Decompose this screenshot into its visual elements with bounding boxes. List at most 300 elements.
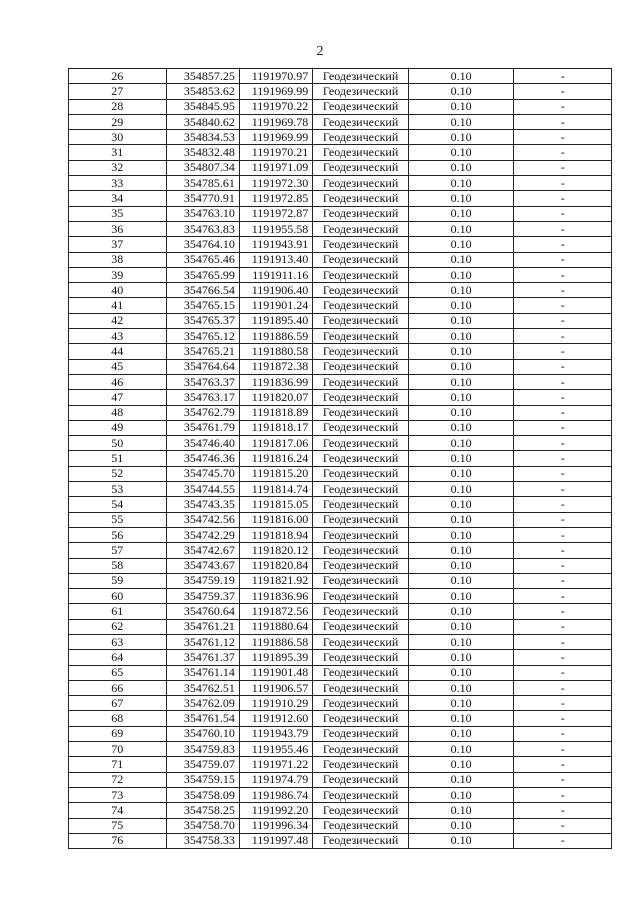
description-cell: -: [514, 359, 612, 374]
point-number-cell: 37: [69, 237, 167, 252]
point-number-cell: 34: [69, 191, 167, 206]
point-number-cell: 61: [69, 604, 167, 619]
page-number: 2: [316, 44, 324, 59]
x-coordinate-cell: 354746.40: [166, 436, 239, 451]
table-row: [69, 374, 612, 389]
y-coordinate-cell: 1191910.29: [239, 696, 312, 711]
x-coordinate-cell: 354761.12: [166, 634, 239, 649]
y-coordinate-cell: 1191820.12: [239, 543, 312, 558]
y-coordinate-cell: 1191818.94: [239, 527, 312, 542]
x-coordinate-cell: 354761.79: [166, 420, 239, 435]
method-cell: Геодезический: [313, 543, 409, 558]
table-row: [69, 390, 612, 405]
y-coordinate-cell: 1191970.21: [239, 145, 312, 160]
y-coordinate-cell: 1191970.97: [239, 69, 312, 84]
description-cell: -: [514, 665, 612, 680]
point-number-cell: 58: [69, 558, 167, 573]
table-row: [69, 696, 612, 711]
x-coordinate-cell: 354807.34: [166, 160, 239, 175]
y-coordinate-cell: 1191970.22: [239, 99, 312, 114]
precision-cell: 0.10: [408, 374, 514, 389]
table-row: [69, 833, 612, 848]
x-coordinate-cell: 354746.36: [166, 451, 239, 466]
method-cell: Геодезический: [313, 420, 409, 435]
table-row: [69, 69, 612, 84]
y-coordinate-cell: 1191906.40: [239, 283, 312, 298]
x-coordinate-cell: 354845.95: [166, 99, 239, 114]
x-coordinate-cell: 354840.62: [166, 114, 239, 129]
precision-cell: 0.10: [408, 344, 514, 359]
y-coordinate-cell: 1191911.16: [239, 267, 312, 282]
table-row: [69, 742, 612, 757]
precision-cell: 0.10: [408, 145, 514, 160]
point-number-cell: 32: [69, 160, 167, 175]
table-row: [69, 772, 612, 787]
description-cell: -: [514, 374, 612, 389]
point-number-cell: 64: [69, 650, 167, 665]
x-coordinate-cell: 354761.54: [166, 711, 239, 726]
precision-cell: 0.10: [408, 787, 514, 802]
method-cell: Геодезический: [313, 757, 409, 772]
point-number-cell: 28: [69, 99, 167, 114]
y-coordinate-cell: 1191886.58: [239, 634, 312, 649]
point-number-cell: 29: [69, 114, 167, 129]
table-row: [69, 436, 612, 451]
description-cell: -: [514, 634, 612, 649]
description-cell: -: [514, 757, 612, 772]
method-cell: Геодезический: [313, 130, 409, 145]
table-row: [69, 344, 612, 359]
point-number-cell: 56: [69, 527, 167, 542]
point-number-cell: 30: [69, 130, 167, 145]
x-coordinate-cell: 354765.15: [166, 298, 239, 313]
point-number-cell: 74: [69, 803, 167, 818]
description-cell: -: [514, 221, 612, 236]
y-coordinate-cell: 1191969.99: [239, 130, 312, 145]
method-cell: Геодезический: [313, 237, 409, 252]
table-row: [69, 145, 612, 160]
x-coordinate-cell: 354758.09: [166, 787, 239, 802]
y-coordinate-cell: 1191955.46: [239, 742, 312, 757]
precision-cell: 0.10: [408, 206, 514, 221]
point-number-cell: 62: [69, 619, 167, 634]
description-cell: -: [514, 344, 612, 359]
table-row: [69, 589, 612, 604]
description-cell: -: [514, 145, 612, 160]
method-cell: Геодезический: [313, 267, 409, 282]
table-row: [69, 527, 612, 542]
point-number-cell: 75: [69, 818, 167, 833]
point-number-cell: 46: [69, 374, 167, 389]
precision-cell: 0.10: [408, 420, 514, 435]
description-cell: -: [514, 390, 612, 405]
precision-cell: 0.10: [408, 833, 514, 848]
x-coordinate-cell: 354760.64: [166, 604, 239, 619]
x-coordinate-cell: 354760.10: [166, 726, 239, 741]
precision-cell: 0.10: [408, 252, 514, 267]
precision-cell: 0.10: [408, 680, 514, 695]
y-coordinate-cell: 1191906.57: [239, 680, 312, 695]
table-row: [69, 114, 612, 129]
table-row: [69, 298, 612, 313]
y-coordinate-cell: 1191880.58: [239, 344, 312, 359]
description-cell: -: [514, 604, 612, 619]
x-coordinate-cell: 354758.25: [166, 803, 239, 818]
x-coordinate-cell: 354785.61: [166, 176, 239, 191]
y-coordinate-cell: 1191817.06: [239, 436, 312, 451]
y-coordinate-cell: 1191996.34: [239, 818, 312, 833]
x-coordinate-cell: 354758.33: [166, 833, 239, 848]
table-row: [69, 665, 612, 680]
y-coordinate-cell: 1191969.99: [239, 84, 312, 99]
description-cell: -: [514, 176, 612, 191]
x-coordinate-cell: 354770.91: [166, 191, 239, 206]
description-cell: -: [514, 84, 612, 99]
method-cell: Геодезический: [313, 665, 409, 680]
point-number-cell: 42: [69, 313, 167, 328]
x-coordinate-cell: 354765.46: [166, 252, 239, 267]
table-row: [69, 711, 612, 726]
y-coordinate-cell: 1191820.84: [239, 558, 312, 573]
precision-cell: 0.10: [408, 329, 514, 344]
description-cell: -: [514, 726, 612, 741]
y-coordinate-cell: 1191974.79: [239, 772, 312, 787]
y-coordinate-cell: 1191816.24: [239, 451, 312, 466]
table-row: [69, 267, 612, 282]
point-number-cell: 35: [69, 206, 167, 221]
method-cell: Геодезический: [313, 818, 409, 833]
precision-cell: 0.10: [408, 451, 514, 466]
precision-cell: 0.10: [408, 589, 514, 604]
table-row: [69, 818, 612, 833]
method-cell: Геодезический: [313, 390, 409, 405]
point-number-cell: 68: [69, 711, 167, 726]
precision-cell: 0.10: [408, 558, 514, 573]
method-cell: Геодезический: [313, 176, 409, 191]
method-cell: Геодезический: [313, 482, 409, 497]
description-cell: -: [514, 329, 612, 344]
method-cell: Геодезический: [313, 803, 409, 818]
y-coordinate-cell: 1191820.07: [239, 390, 312, 405]
method-cell: Геодезический: [313, 604, 409, 619]
point-number-cell: 72: [69, 772, 167, 787]
y-coordinate-cell: 1191912.60: [239, 711, 312, 726]
table-row: [69, 405, 612, 420]
description-cell: -: [514, 160, 612, 175]
precision-cell: 0.10: [408, 482, 514, 497]
description-cell: -: [514, 99, 612, 114]
point-number-cell: 33: [69, 176, 167, 191]
y-coordinate-cell: 1191943.91: [239, 237, 312, 252]
point-number-cell: 47: [69, 390, 167, 405]
x-coordinate-cell: 354743.35: [166, 497, 239, 512]
description-cell: -: [514, 114, 612, 129]
y-coordinate-cell: 1191972.30: [239, 176, 312, 191]
point-number-cell: 27: [69, 84, 167, 99]
point-number-cell: 40: [69, 283, 167, 298]
method-cell: Геодезический: [313, 619, 409, 634]
description-cell: -: [514, 803, 612, 818]
point-number-cell: 31: [69, 145, 167, 160]
table-row: [69, 604, 612, 619]
description-cell: -: [514, 237, 612, 252]
precision-cell: 0.10: [408, 650, 514, 665]
method-cell: Геодезический: [313, 191, 409, 206]
point-number-cell: 67: [69, 696, 167, 711]
precision-cell: 0.10: [408, 237, 514, 252]
method-cell: Геодезический: [313, 451, 409, 466]
precision-cell: 0.10: [408, 436, 514, 451]
y-coordinate-cell: 1191901.48: [239, 665, 312, 680]
y-coordinate-cell: 1191886.59: [239, 329, 312, 344]
description-cell: -: [514, 436, 612, 451]
method-cell: Геодезический: [313, 787, 409, 802]
y-coordinate-cell: 1191997.48: [239, 833, 312, 848]
precision-cell: 0.10: [408, 221, 514, 236]
method-cell: Геодезический: [313, 589, 409, 604]
method-cell: Геодезический: [313, 99, 409, 114]
description-cell: -: [514, 818, 612, 833]
precision-cell: 0.10: [408, 267, 514, 282]
description-cell: -: [514, 267, 612, 282]
point-number-cell: 26: [69, 69, 167, 84]
x-coordinate-cell: 354742.56: [166, 512, 239, 527]
point-number-cell: 36: [69, 221, 167, 236]
precision-cell: 0.10: [408, 130, 514, 145]
method-cell: Геодезический: [313, 726, 409, 741]
description-cell: -: [514, 772, 612, 787]
precision-cell: 0.10: [408, 696, 514, 711]
description-cell: -: [514, 527, 612, 542]
table-row: [69, 252, 612, 267]
precision-cell: 0.10: [408, 84, 514, 99]
description-cell: -: [514, 191, 612, 206]
table-row: [69, 160, 612, 175]
method-cell: Геодезический: [313, 329, 409, 344]
x-coordinate-cell: 354762.09: [166, 696, 239, 711]
precision-cell: 0.10: [408, 573, 514, 588]
point-number-cell: 69: [69, 726, 167, 741]
precision-cell: 0.10: [408, 313, 514, 328]
x-coordinate-cell: 354832.48: [166, 145, 239, 160]
x-coordinate-cell: 354834.53: [166, 130, 239, 145]
description-cell: -: [514, 573, 612, 588]
method-cell: Геодезический: [313, 497, 409, 512]
x-coordinate-cell: 354763.10: [166, 206, 239, 221]
description-cell: -: [514, 298, 612, 313]
precision-cell: 0.10: [408, 298, 514, 313]
description-cell: -: [514, 742, 612, 757]
precision-cell: 0.10: [408, 283, 514, 298]
description-cell: -: [514, 466, 612, 481]
table-row: [69, 130, 612, 145]
x-coordinate-cell: 354765.12: [166, 329, 239, 344]
description-cell: -: [514, 589, 612, 604]
method-cell: Геодезический: [313, 466, 409, 481]
method-cell: Геодезический: [313, 313, 409, 328]
description-cell: -: [514, 512, 612, 527]
point-number-cell: 60: [69, 589, 167, 604]
y-coordinate-cell: 1191815.20: [239, 466, 312, 481]
precision-cell: 0.10: [408, 99, 514, 114]
point-number-cell: 49: [69, 420, 167, 435]
y-coordinate-cell: 1191818.89: [239, 405, 312, 420]
method-cell: Геодезический: [313, 221, 409, 236]
x-coordinate-cell: 354761.37: [166, 650, 239, 665]
point-number-cell: 57: [69, 543, 167, 558]
description-cell: -: [514, 283, 612, 298]
method-cell: Геодезический: [313, 359, 409, 374]
description-cell: -: [514, 711, 612, 726]
table-row: [69, 482, 612, 497]
method-cell: Геодезический: [313, 252, 409, 267]
description-cell: -: [514, 497, 612, 512]
method-cell: Геодезический: [313, 344, 409, 359]
point-number-cell: 54: [69, 497, 167, 512]
precision-cell: 0.10: [408, 512, 514, 527]
description-cell: -: [514, 252, 612, 267]
table-row: [69, 650, 612, 665]
table-row: [69, 206, 612, 221]
x-coordinate-cell: 354763.17: [166, 390, 239, 405]
description-cell: -: [514, 130, 612, 145]
method-cell: Геодезический: [313, 405, 409, 420]
y-coordinate-cell: 1191872.56: [239, 604, 312, 619]
point-number-cell: 44: [69, 344, 167, 359]
method-cell: Геодезический: [313, 650, 409, 665]
y-coordinate-cell: 1191969.78: [239, 114, 312, 129]
table-row: [69, 497, 612, 512]
point-number-cell: 52: [69, 466, 167, 481]
table-row: [69, 329, 612, 344]
table-row: [69, 573, 612, 588]
precision-cell: 0.10: [408, 742, 514, 757]
table-row: [69, 634, 612, 649]
description-cell: -: [514, 206, 612, 221]
description-cell: -: [514, 696, 612, 711]
x-coordinate-cell: 354761.14: [166, 665, 239, 680]
y-coordinate-cell: 1191836.99: [239, 374, 312, 389]
point-number-cell: 48: [69, 405, 167, 420]
point-number-cell: 41: [69, 298, 167, 313]
method-cell: Геодезический: [313, 772, 409, 787]
x-coordinate-cell: 354857.25: [166, 69, 239, 84]
table-row: [69, 359, 612, 374]
precision-cell: 0.10: [408, 405, 514, 420]
precision-cell: 0.10: [408, 619, 514, 634]
method-cell: Геодезический: [313, 573, 409, 588]
y-coordinate-cell: 1191818.17: [239, 420, 312, 435]
y-coordinate-cell: 1191971.09: [239, 160, 312, 175]
point-number-cell: 55: [69, 512, 167, 527]
table-row: [69, 84, 612, 99]
precision-cell: 0.10: [408, 160, 514, 175]
y-coordinate-cell: 1191955.58: [239, 221, 312, 236]
x-coordinate-cell: 354743.67: [166, 558, 239, 573]
method-cell: Геодезический: [313, 527, 409, 542]
y-coordinate-cell: 1191895.39: [239, 650, 312, 665]
description-cell: -: [514, 543, 612, 558]
x-coordinate-cell: 354763.37: [166, 374, 239, 389]
point-number-cell: 73: [69, 787, 167, 802]
y-coordinate-cell: 1191943.79: [239, 726, 312, 741]
x-coordinate-cell: 354759.19: [166, 573, 239, 588]
method-cell: Геодезический: [313, 114, 409, 129]
table-row: [69, 726, 612, 741]
precision-cell: 0.10: [408, 665, 514, 680]
precision-cell: 0.10: [408, 604, 514, 619]
method-cell: Геодезический: [313, 145, 409, 160]
description-cell: -: [514, 680, 612, 695]
table-row: [69, 619, 612, 634]
table-row: [69, 512, 612, 527]
y-coordinate-cell: 1191901.24: [239, 298, 312, 313]
precision-cell: 0.10: [408, 711, 514, 726]
method-cell: Геодезический: [313, 833, 409, 848]
method-cell: Геодезический: [313, 436, 409, 451]
x-coordinate-cell: 354758.70: [166, 818, 239, 833]
precision-cell: 0.10: [408, 527, 514, 542]
y-coordinate-cell: 1191821.92: [239, 573, 312, 588]
y-coordinate-cell: 1191972.87: [239, 206, 312, 221]
table-row: [69, 466, 612, 481]
precision-cell: 0.10: [408, 466, 514, 481]
y-coordinate-cell: 1191816.00: [239, 512, 312, 527]
x-coordinate-cell: 354759.07: [166, 757, 239, 772]
x-coordinate-cell: 354764.10: [166, 237, 239, 252]
method-cell: Геодезический: [313, 742, 409, 757]
method-cell: Геодезический: [313, 634, 409, 649]
description-cell: -: [514, 405, 612, 420]
x-coordinate-cell: 354763.83: [166, 221, 239, 236]
y-coordinate-cell: 1191815.05: [239, 497, 312, 512]
x-coordinate-cell: 354853.62: [166, 84, 239, 99]
x-coordinate-cell: 354765.37: [166, 313, 239, 328]
precision-cell: 0.10: [408, 634, 514, 649]
y-coordinate-cell: 1191971.22: [239, 757, 312, 772]
y-coordinate-cell: 1191992.20: [239, 803, 312, 818]
precision-cell: 0.10: [408, 803, 514, 818]
y-coordinate-cell: 1191880.64: [239, 619, 312, 634]
method-cell: Геодезический: [313, 206, 409, 221]
point-number-cell: 38: [69, 252, 167, 267]
method-cell: Геодезический: [313, 711, 409, 726]
x-coordinate-cell: 354759.83: [166, 742, 239, 757]
description-cell: -: [514, 833, 612, 848]
method-cell: Геодезический: [313, 696, 409, 711]
table-row: [69, 221, 612, 236]
method-cell: Геодезический: [313, 69, 409, 84]
point-number-cell: 71: [69, 757, 167, 772]
point-number-cell: 51: [69, 451, 167, 466]
description-cell: -: [514, 482, 612, 497]
x-coordinate-cell: 354764.64: [166, 359, 239, 374]
method-cell: Геодезический: [313, 283, 409, 298]
precision-cell: 0.10: [408, 359, 514, 374]
y-coordinate-cell: 1191986.74: [239, 787, 312, 802]
table-row: [69, 176, 612, 191]
description-cell: -: [514, 650, 612, 665]
precision-cell: 0.10: [408, 69, 514, 84]
precision-cell: 0.10: [408, 543, 514, 558]
x-coordinate-cell: 354762.79: [166, 405, 239, 420]
table-row: [69, 313, 612, 328]
table-row: [69, 420, 612, 435]
coordinates-table-body: [69, 69, 612, 849]
y-coordinate-cell: 1191895.40: [239, 313, 312, 328]
method-cell: Геодезический: [313, 84, 409, 99]
table-row: [69, 543, 612, 558]
